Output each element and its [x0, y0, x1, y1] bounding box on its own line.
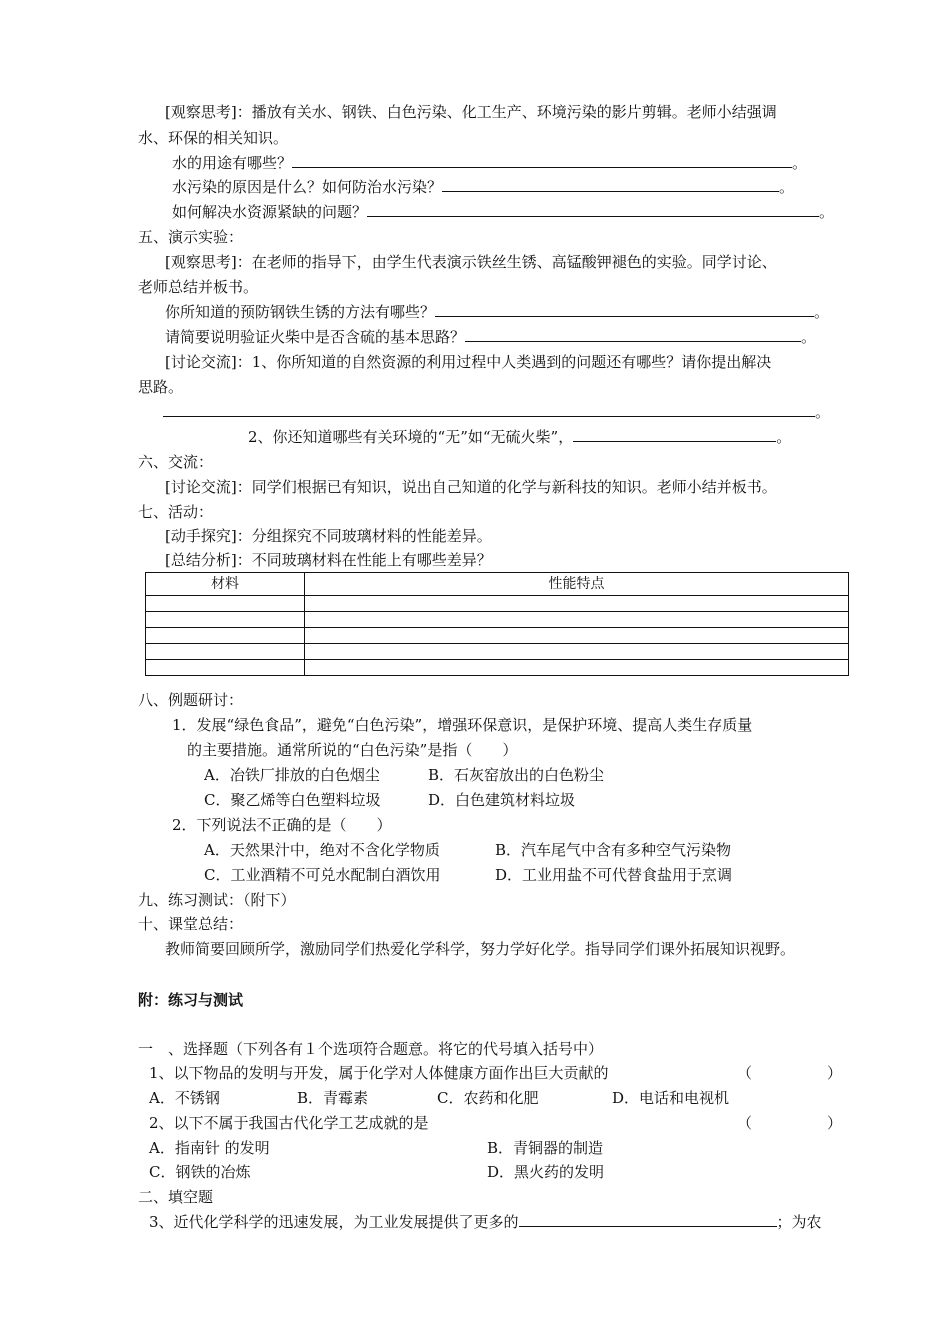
section-heading: 八、例题研讨： [138, 691, 244, 709]
section-heading: 二、填空题 [138, 1188, 214, 1206]
text-line: [观察思考]：播放有关水、钢铁、白色污染、化工生产、环境污染的影片剪辑。老师小结强调 [165, 103, 777, 121]
option: C．聚乙烯等白色塑料垃圾 [204, 791, 381, 809]
table-row [146, 644, 849, 660]
section-heading: 五、演示实验： [138, 228, 244, 246]
appendix-title: 附：练习与测试 [138, 991, 244, 1009]
question-q3: 3、近代化学科学的迅速发展，为工业发展提供了更多的 ；为农 [149, 1213, 822, 1231]
answer-bracket[interactable]: （ ） [737, 1114, 843, 1132]
text-line: 思路。 [138, 378, 184, 396]
question-rust: 你所知道的预防钢铁生锈的方法有哪些？ 。 [165, 303, 830, 321]
option: B．青霉素 [297, 1089, 369, 1107]
text-line: [观察思考]：在老师的指导下，由学生代表演示铁丝生锈、高锰酸钾褪色的实验。同学讨论、 [165, 253, 777, 271]
question-sulfur: 请简要说明验证火柴中是否含硫的基本思路？ 。 [165, 328, 817, 346]
table-cell[interactable] [305, 596, 849, 612]
option: A．不锈钢 [149, 1089, 220, 1107]
option: C．钢铁的冶炼 [149, 1163, 251, 1181]
text-line: [总结分析]：不同玻璃材料在性能上有哪些差异？ [165, 551, 492, 569]
option: D．黑火药的发明 [487, 1163, 605, 1181]
text-line: 的主要措施。通常所说的“白色污染”是指（ ） [187, 741, 518, 759]
table-cell[interactable] [305, 628, 849, 644]
table-row [146, 628, 849, 644]
option: B．石灰窑放出的白色粉尘 [428, 766, 605, 784]
section-heading: 十、课堂总结： [138, 915, 244, 933]
table-cell[interactable] [146, 644, 305, 660]
question-water-use: 水的用途有哪些？ 。 [172, 154, 808, 172]
answer-blank[interactable] [292, 153, 792, 168]
section-heading: 六、交流： [138, 453, 214, 471]
table-cell[interactable] [146, 628, 305, 644]
answer-blank[interactable] [519, 1212, 777, 1227]
table-cell[interactable] [146, 596, 305, 612]
table-cell[interactable] [305, 660, 849, 676]
option: C．工业酒精不可兑水配制白酒饮用 [204, 866, 441, 884]
question-water-shortage: 如何解决水资源紧缺的问题？ 。 [172, 203, 835, 221]
option: A．冶铁厂排放的白色烟尘 [204, 766, 380, 784]
answer-blank[interactable] [442, 177, 779, 192]
text-line: 2、以下不属于我国古代化学工艺成就的是 [149, 1114, 429, 1132]
text-line: 老师总结并板书。 [138, 278, 259, 296]
option: D．工业用盐不可代替食盐用于烹调 [495, 866, 733, 884]
option: A．指南针 的发明 [149, 1139, 270, 1157]
text-line: [动手探究]：分组探究不同玻璃材料的性能差异。 [165, 527, 492, 545]
table-header-cell: 性能特点 [305, 573, 849, 596]
question-water-pollution: 水污染的原因是什么？如何防治水污染？ 。 [172, 178, 795, 196]
option: A．天然果汁中，绝对不含化学物质 [204, 841, 440, 859]
materials-table [145, 572, 849, 676]
text-line: 2．下列说法不正确的是（ ） [172, 816, 392, 834]
answer-blank[interactable] [573, 427, 776, 442]
text-line: [讨论交流]：1、你所知道的自然资源的利用过程中人类遇到的问题还有哪些？请你提出解决 [165, 353, 772, 371]
table-row [146, 612, 849, 628]
table-cell[interactable] [146, 660, 305, 676]
section-heading: 九、练习测试：（附下） [138, 891, 296, 909]
text-line: 教师简要回顾所学，激励同学们热爱化学科学，努力学好化学。指导同学们课外拓展知识视野。 [165, 940, 796, 958]
answer-line-full: 。 [163, 402, 830, 422]
section-heading: 一 、选择题（下列各有１个选项符合题意。将它的代号填入括号中） [138, 1040, 604, 1058]
answer-bracket[interactable]: （ ） [737, 1064, 843, 1082]
text-line: [讨论交流]：同学们根据已有知识，说出自己知道的化学与新科技的知识。老师小结并板书。 [165, 478, 777, 496]
section-heading: 七、活动： [138, 503, 214, 521]
answer-blank[interactable] [163, 402, 815, 417]
table-header-cell: 材料 [146, 573, 305, 596]
table-header-row [146, 573, 849, 596]
option: B．汽车尾气中含有多种空气污染物 [495, 841, 732, 859]
text-line: 水、环保的相关知识。 [138, 129, 289, 147]
option: C．农药和化肥 [437, 1089, 539, 1107]
table-row [146, 660, 849, 676]
option: D．白色建筑材料垃圾 [428, 791, 576, 809]
question-wu: 2、你还知道哪些有关环境的“无”如“无硫火柴”， 。 [248, 428, 792, 446]
table-cell[interactable] [305, 612, 849, 628]
answer-blank[interactable] [367, 202, 819, 217]
table-row [146, 596, 849, 612]
table-cell[interactable] [146, 612, 305, 628]
text-line: 1．发展“绿色食品”，避免“白色污染”，增强环保意识，是保护环境、提高人类生存质量 [172, 716, 753, 734]
answer-blank[interactable] [435, 302, 814, 317]
table-cell[interactable] [305, 644, 849, 660]
answer-blank[interactable] [465, 327, 801, 342]
text-line: 1、以下物品的发明与开发，属于化学对人体健康方面作出巨大贡献的 [149, 1064, 609, 1082]
option: B．青铜器的制造 [487, 1139, 604, 1157]
option: D．电话和电视机 [612, 1089, 730, 1107]
